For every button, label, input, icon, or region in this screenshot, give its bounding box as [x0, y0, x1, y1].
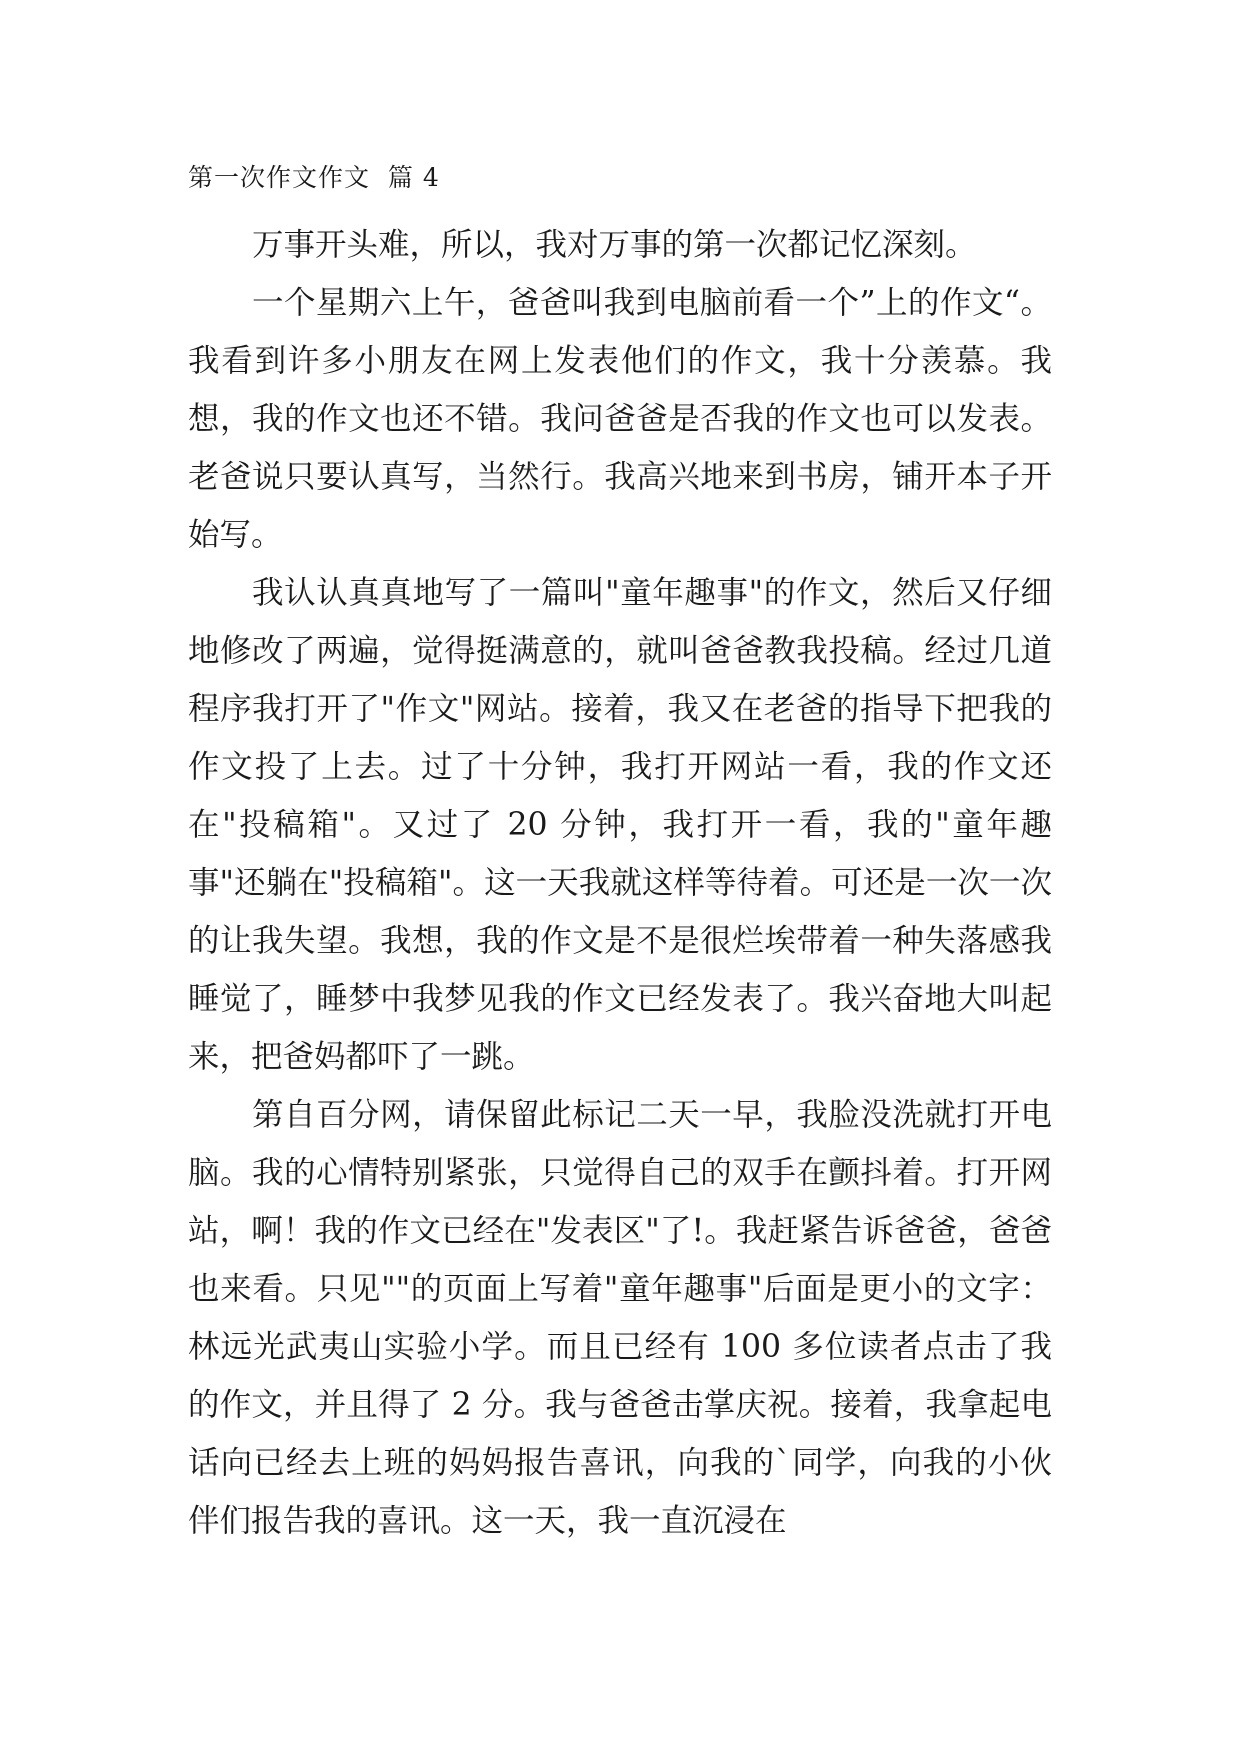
paragraph-1: 万事开头难，所以，我对万事的第一次都记忆深刻。 — [252, 227, 977, 263]
paragraph-4: 第自百分网，请保留此标记二天一早，我脸没洗就打开电脑。我的心情特别紧张，只觉得自己的双手在颤抖着。打开网站，啊！我的作文已经在"发表区"了!。我赶紧告诉爸爸，爸爸也来看。只见""的页面上写着"童年趣事"后面是更小的文字：林远光武夷山实验小学。而且已经有 100 多位读者点击了我的作文，并且得了 2 分。我与爸爸击掌庆祝。接着，我拿起电话向已经去上班的妈妈报告喜讯，向我的`同学，向我的小伙伴们报告我的喜讯。这一天，我一直沉浸在 — [188, 1097, 1052, 1539]
paragraph-2: 一个星期六上午，爸爸叫我到电脑前看一个”上的作文“。我看到许多小朋友在网上发表他们的作文，我十分羡慕。我想，我的作文也还不错。我问爸爸是否我的作文也可以发表。老爸说只要认真写，当然行。我高兴地来到书房，铺开本子开始写。 — [188, 285, 1052, 553]
paragraph-3: 我认认真真地写了一篇叫"童年趣事"的作文，然后又仔细地修改了两遍，觉得挺满意的，就叫爸爸教我投稿。经过几道程序我打开了"作文"网站。接着，我又在老爸的指导下把我的作文投了上去。过了十分钟，我打开网站一看，我的作文还在"投稿箱"。又过了 20 分钟，我打开一看，我的"童年趣事"还躺在"投稿箱"。这一天我就这样等待着。可还是一次一次的让我失望。我想，我的作文是不是很烂埃带着一种失落感我睡觉了，睡梦中我梦见我的作文已经发表了。我兴奋地大叫起来，把爸妈都吓了一跳。 — [188, 575, 1052, 1075]
document-title: 第一次作文作文 篇 4 — [188, 163, 440, 192]
document-page — [188, 158, 1052, 1550]
